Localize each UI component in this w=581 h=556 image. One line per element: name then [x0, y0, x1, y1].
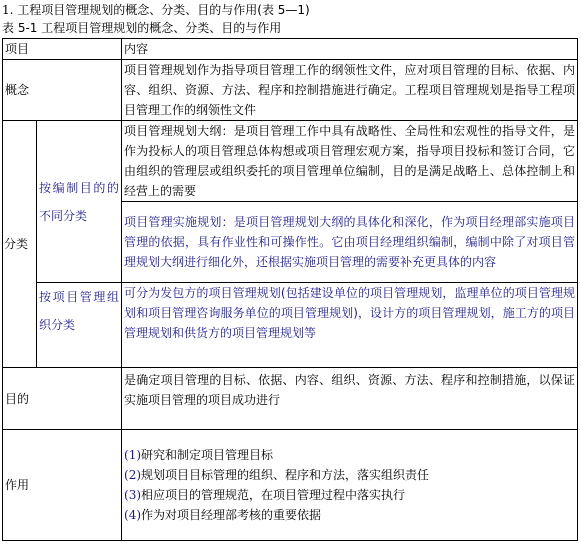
function-item — [124, 505, 575, 525]
by-manager-row — [3, 283, 578, 368]
classification-label-text: 分类 — [4, 237, 29, 251]
function-item — [124, 485, 575, 505]
by-manager-text: 可分为发包方的项目管理规划(包括建设单位的项目管理规划，监理单位的项目管理规划和项目管理咨询服务单位的项目管理规划)，设计方的项目管理规划，施工方的项目管理规划和供货方的项目管理规划等 — [122, 283, 578, 368]
function-item-text: 规划项目目标管理的组织、程序和方法，落实组织责任 — [141, 468, 430, 482]
outline-row — [3, 121, 578, 202]
by-purpose-label: 按编制目的的不同分类 — [37, 121, 122, 283]
by-manager-label: 按项目管理组织分类 — [37, 283, 122, 368]
outline-text: 项目管理规划大纲：是项目管理工作中具有战略性、全局性和宏观性的指导文件，是作为投标人的项目管理总体构想或项目管理宏观方案，指导项目投标和签订合同，它由组织的管理层或组织委托的项目管理单位编制，目的是满足战略上、总体控制上和经营上的需要 — [122, 121, 578, 202]
function-item-index: (1) — [124, 448, 142, 462]
function-item-index: (3) — [124, 488, 142, 502]
function-row — [3, 430, 578, 541]
function-item-index: (4) — [124, 508, 142, 522]
concept-label: 概念 — [3, 60, 122, 121]
function-item-text: 相应项目的管理规范，在项目管理过程中落实执行 — [141, 488, 406, 502]
purpose-row — [3, 368, 578, 430]
purpose-label: 目的 — [3, 368, 122, 430]
concept-text: 项目管理规划作为指导项目管理工作的纲领性文件，应对项目管理的目标、依据、内容、组织、资源、方法、程序和控制措施进行确定。工程项目管理规划是指导工程项目管理工作的纲领性文件 — [122, 60, 578, 121]
purpose-text: 是确定项目管理的目标、依据、内容、组织、资源、方法、程序和控制措施，以保证实施项目管理的项目成功进行 — [122, 368, 578, 430]
function-item-index: (2) — [124, 468, 142, 482]
function-item — [124, 445, 575, 465]
section-number: 1. — [2, 3, 14, 17]
function-label: 作用 — [3, 430, 122, 541]
implementation-text: 项目管理实施规划：是项目管理规划大纲的具体化和深化，作为项目经理部实施项目管理的依据，具有作业性和可操作性。它由项目经理组织编制，编制中除了对项目管理规划大纲进行细化外，还根据实施项目管理的需要补充更具体的内容 — [122, 202, 578, 283]
table-caption: 表 5-1 工程项目管理规划的概念、分类、目的与作用 — [2, 21, 282, 35]
concept-row — [3, 60, 578, 121]
function-item-text: 研究和制定项目管理目标 — [141, 448, 274, 462]
function-item — [124, 465, 575, 485]
planning-table — [2, 38, 578, 541]
header-row — [3, 39, 578, 60]
function-list — [122, 430, 578, 541]
function-item-text: 作为对项目经理部考核的重要依据 — [141, 508, 322, 522]
header-content-cell: 内容 — [122, 39, 578, 60]
header-item-cell: 项目 — [3, 39, 122, 60]
section-heading — [2, 2, 310, 18]
classification-label — [3, 121, 37, 368]
section-title: 工程项目管理规划的概念、分类、目的与作用(表 5—1) — [17, 3, 310, 17]
